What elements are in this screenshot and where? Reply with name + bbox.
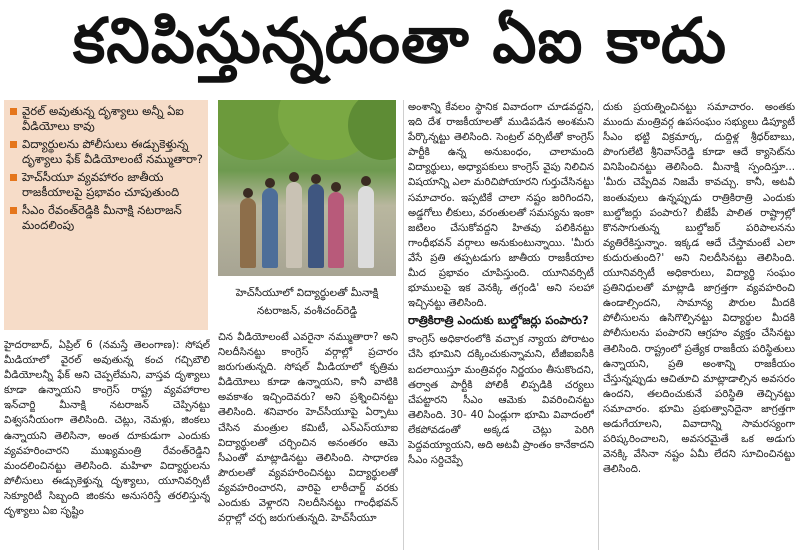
column-divider [403, 100, 404, 550]
highlight-text: విద్యార్థులను పోలీసులు ఈడ్చుకెళ్తున్న దృశ్యాలు ఫేక్ వీడియోలంటే నమ్ముతారా? [22, 137, 203, 166]
article-column-2 [218, 330, 398, 552]
article-paragraph: అంశాన్ని కేవలం స్థానిక వివాదంగా చూడవద్దని, ఇది దేశ రాజకీయాలతో ముడిపడిన అంశమని పేర్కొన్నట్టు తెలిసింది. సెంట్రల్ వర్సిటీతో కాంగ్రెస్ పార్టీకి ఉన్న అనుబంధం, చాలామంది విద్యార్థులు, అధ్యాపకులు కాంగ్రెస్ వైపు నిలిచిన విషయాన్ని ఎలా మరిచిపోయారని గుర్తుచేసినట్టు సమాచారం. ఇప్పటికే చాలా నష్టం జరిగిందని, అడ్డగోలు లీకులు, వరంతులతో సమస్యను ఇంకా జటిలం చేసుకోవద్దని హితవు పలికినట్టు గాంధీభవన్ వర్గాలు అనుకుంటున్నాయి. 'మీరు వేసే ప్రతి తప్పటడుగు జాతీయ రాజకీయాల మీద ప్రభావం చూపిస్తుంది. యూనివర్సిటీ భూములపై ఇక వెనక్కి తగ్గండి' అని సలహా ఇచ్చినట్టు తెలిసింది. [408, 102, 594, 310]
article-column-1 [4, 338, 210, 552]
column-divider [598, 100, 599, 550]
article-paragraph: దుకు ప్రయత్నించినట్టు సమాచారం. అంతకు ముందు మంత్రివర్గ ఉపసంఘం సభ్యులు డిప్యూటీ సీఎం భట్టి విక్రమార్క, దుద్దిళ్ల శ్రీధర్‌బాబు, పొంగులేటి శ్రీనివాస్‌రెడ్డి కూడా ఆదే క్యాసెట్‌ను వినిపించినట్టు తెలిసింది. మీనాక్షి స్పందిస్తూ... 'మీరు చెప్పేదివ నిజమే కావచ్చు. కానీ, అటవీ జంతువులు ఉన్నప్పుడు రాత్రికిరాత్రి ఎందుకు బుల్డోజర్లు పంపారు? బీజేపీ పాలిత రాష్ట్రాల్లో కొనసాగుతున్న బుల్డోజర్ పరిపాలనను వ్యతిరేకిస్తున్నాం. ఇక్కడ ఆదే చేస్తామంటే ఎలా కుదురుతుంది?' అని నిలదీసినట్టు తెలిసింది. యూనివర్సిటీ అధికారులు, విద్యార్థి సంఘం ప్రతినిధులతో మాట్లాడి జాగ్రత్తగా వ్యవహరించి ఉండాల్సిందని, సామాన్య పౌరుల మీదకి పోలీసులను ఉసిగొల్పినట్టు విద్యార్థుల మీదకి పోలీసులను పంపారని ఆగ్రహం వ్యక్తం చేసినట్టు తెలిసింది. రాష్ట్రంలో ప్రత్యేక రాజకీయ పరిస్థితులు ఉన్నాయని, ప్రతి అంశాన్ని రాజకీయం చేస్తున్నప్పుడు ఆచితూచి మాట్లాడాల్సిన అవసరం ఉందని, తలదించుకునే పరిస్థితి తెచ్చినట్టు సమాచారం. భూమి ప్రభుత్వానిదైనా జాగ్రత్తగా అడుగేయాలని, వివాదాన్ని సామరస్యంగా పరిష్కరించాలని, అవసరమైతే ఒక అడుగు వెనక్కి వేసినా నష్టం ఏమీ లేదని సూచించినట్టు తెలిసింది. [603, 102, 795, 476]
square-bullet-icon [10, 141, 17, 148]
highlight-item [10, 203, 204, 233]
square-bullet-icon [10, 108, 17, 115]
subheading: రాత్రికిరాత్రి ఎందుకు బుల్డోజర్లు పంపారు? [408, 313, 589, 328]
highlight-text: సీఎం రేవంత్‌రెడ్డికి మీనాక్షి నటరాజన్ మందలింపు [22, 203, 182, 232]
highlight-item [10, 104, 204, 134]
highlight-item [10, 137, 204, 167]
article-paragraph: కాంగ్రెస్ అధికారంలోకి వచ్చాక న్యాయ పోరాటం చేసి భూమిని దక్కించుకున్నామని, టీజీఐఐసీకి బదలాయిస్తూ మంత్రివర్గం నిర్ణయం తీసుకొందని, తర్వాత పార్టీకి పోలికీ లిప్పడికి చర్యలు చేపట్టారని సీఎం ఆమెకు వివరించినట్టు తెలిసింది. 30- 40 ఏండ్లుగా భూమి వివాదంలో లేకపోవడంతో అక్కడ చెట్లు పెరిగి పెద్దవయ్యాయని, అది అటవీ ప్రాంతం కానేకాదని సీఎం సర్దిచెప్పే [408, 334, 594, 467]
news-photo [218, 100, 396, 276]
article-column-4 [603, 100, 795, 552]
article-paragraph: చిన వీడియోలంటే ఎవరైనా నమ్ముతారా? అని నిలదీసినట్టు కాంగ్రెస్ వర్గాల్లో ప్రచారం జరుగుతున్నది. సోషల్ మీడియాలో కృత్రిమ వీడియోలు కూడా ఉన్నాయని, కానీ వాటికి అవకాశం ఇచ్చిందెవరు? అని ప్రశ్నించినట్టు తెలిసింది. శనివారం హెచ్‌సీయూపై ఏర్పాటు చేసిన మంత్రుల కమిటీ, ఎన్‌ఎస్‌యూఐ విద్యార్థులతో చర్చించిన అనంతరం ఆమె సీఎంతో మాట్లాడినట్టు తెలిసింది. సాధారణ పౌరులతో వ్యవహరించినట్టు విద్యార్థులతో వ్యవహరించారని, వారిపై లాఠీచార్జ్ వరకు ఎందుకు వెళ్లారని నిలదీసినట్టు గాంధీభవన్ వర్గాల్లో చర్చ జరుగుతున్నది. హెచ్‌సీయూ [218, 332, 398, 525]
photo-caption: హెచ్‌సీయూలో విద్యార్థులతో మీనాక్షి నటరాజన్, వంశీచంద్‌రెడ్డి [235, 287, 379, 317]
square-bullet-icon [10, 174, 17, 181]
highlight-text: వైరల్ అవుతున్న దృశ్యాలు అన్నీ ఏఐ వీడియోలు కావు [22, 104, 184, 133]
article-paragraph: హైదరాబాద్, ఏప్రిల్ 6 (నమస్తే తెలంగాణ): సోషల్ మీడియాలో వైరల్ అవుతున్న కంచ గచ్చిబౌలి వీడియోలన్నీ ఫేక్ అని చెప్పలేమని, వాస్తవ దృశ్యాలు కూడా ఉన్నాయని కాంగ్రెస్ రాష్ట్ర వ్యవహారాల ఇన్‌చార్జి మీనాక్షి నటరాజన్ చెప్పినట్టు విశ్వసనీయంగా తెలిసింది. చెట్లు, నెమళ్లు, జింకలు ఉన్నాయని తెలిసినా, అంత దూకుడుగా ఎందుకు వ్యవహరించారని ముఖ్యమంత్రి రేవంత్‌రెడ్డిని మందలించినట్టు తెలిసింది. మహిళా విద్యార్థులను పోలీసులు ఈడ్చుకెళ్తున్న దృశ్యాలు, యూనివర్సిటీ సెక్యూరిటీ సిబ్బంది జింకను అనుసరిస్తే తరలిస్తున్న దృశ్యాలు ఏఐ సృష్టిం [4, 340, 210, 518]
headline: కనిపిస్తున్నదంతా ఏఐ కాదు [72, 4, 728, 77]
highlight-item [10, 170, 204, 200]
article-column-3 [408, 100, 594, 552]
square-bullet-icon [10, 207, 17, 214]
highlights-box [4, 100, 208, 330]
highlight-text: హెచ్‌సీయూ వ్యవహారం జాతీయ రాజకీయాలపై ప్రభావం చూపుతుంది [22, 170, 180, 199]
